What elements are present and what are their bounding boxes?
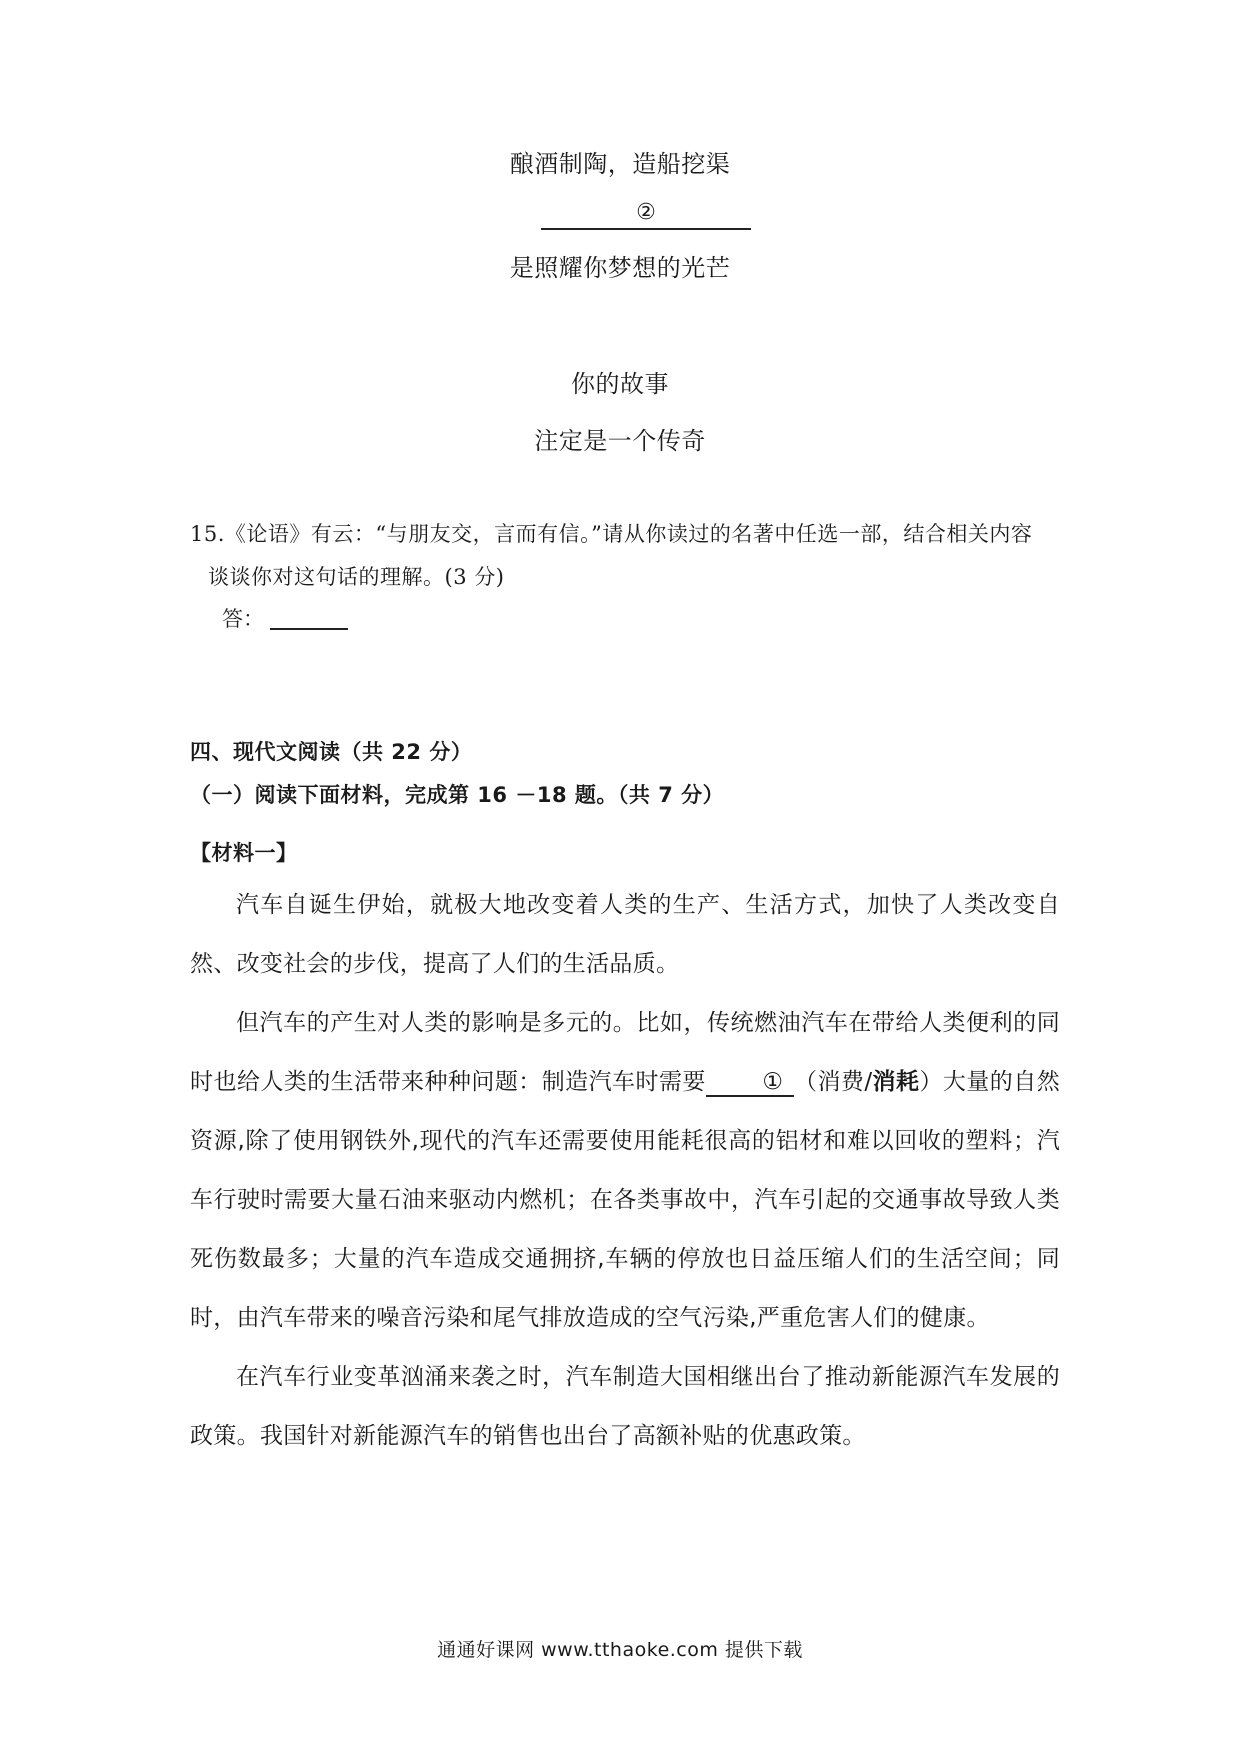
- paragraph-2-text-b: 大量的自然资源,除了使用钢铁外,现代的汽车还需要使用能耗很高的铝材和难以回收的塑料；汽车行驶时需要大量石油来驱动内燃机；在各类事故中，汽车引起的交通事故导致人类死伤数最多；大量的汽车造成交通拥挤,车辆的停放也日益压缩人们的生活空间；同时，由汽车带来的噪音污染和尾气排放造成的空气污染,严重危害人们的健康。: [190, 1069, 1060, 1331]
- answer-blank[interactable]: [270, 606, 348, 630]
- material-1-paragraph-3: 在汽车行业变革汹涌来袭之时，汽车制造大国相继出台了推动新能源汽车发展的政策。我国针对新能源汽车的销售也出台了高额补贴的优惠政策。: [190, 1364, 1060, 1449]
- poem-line-1: 酿酒制陶，造船挖渠: [509, 150, 731, 178]
- material-1-paragraph-2: [190, 994, 1060, 1348]
- word-choice-close: ）: [919, 1069, 943, 1095]
- question-15-line-2: 谈谈你对这句话的理解。(3 分): [208, 565, 505, 589]
- section-4-subtitle: （一）阅读下面材料，完成第 16 －18 题。（共 7 分）: [190, 783, 725, 807]
- section-4-title: 四、现代文阅读（共 22 分）: [190, 740, 473, 764]
- blank-marker: ②: [636, 200, 656, 225]
- material-1-label: 【材料一】: [190, 841, 298, 865]
- word-choice-open: （消费/: [793, 1069, 873, 1095]
- poem-line-4: 注定是一个传奇: [534, 427, 706, 455]
- poem-blank-2: [541, 198, 751, 230]
- word-choice-bold: 消耗: [872, 1069, 920, 1095]
- question-15-answer: [222, 604, 348, 634]
- fill-blank-1[interactable]: ①: [706, 1069, 794, 1097]
- footer-watermark: 通通好课网 www.tthaoke.com 提供下载: [437, 1639, 803, 1661]
- paragraph-2-text-a: 但汽车的产生对人类的影响是多元的。比如，传统燃油汽车在带给人类便利的同时也给人类的生活带来种种问题：制造汽车时需要: [190, 1010, 1060, 1095]
- material-1-body: [190, 876, 1060, 1466]
- poem-line-2: 是照耀你梦想的光芒: [509, 254, 731, 282]
- material-1-paragraph-1: 汽车自诞生伊始，就极大地改变着人类的生产、生活方式，加快了人类改变自然、改变社会的步伐，提高了人们的生活品质。: [190, 892, 1060, 977]
- answer-label: 答：: [222, 607, 264, 631]
- poem-line-3: 你的故事: [571, 370, 669, 398]
- question-15-line-1: 15.《论语》有云：“与朋友交，言而有信。”请从你读过的名著中任选一部，结合相关内容: [190, 522, 1033, 546]
